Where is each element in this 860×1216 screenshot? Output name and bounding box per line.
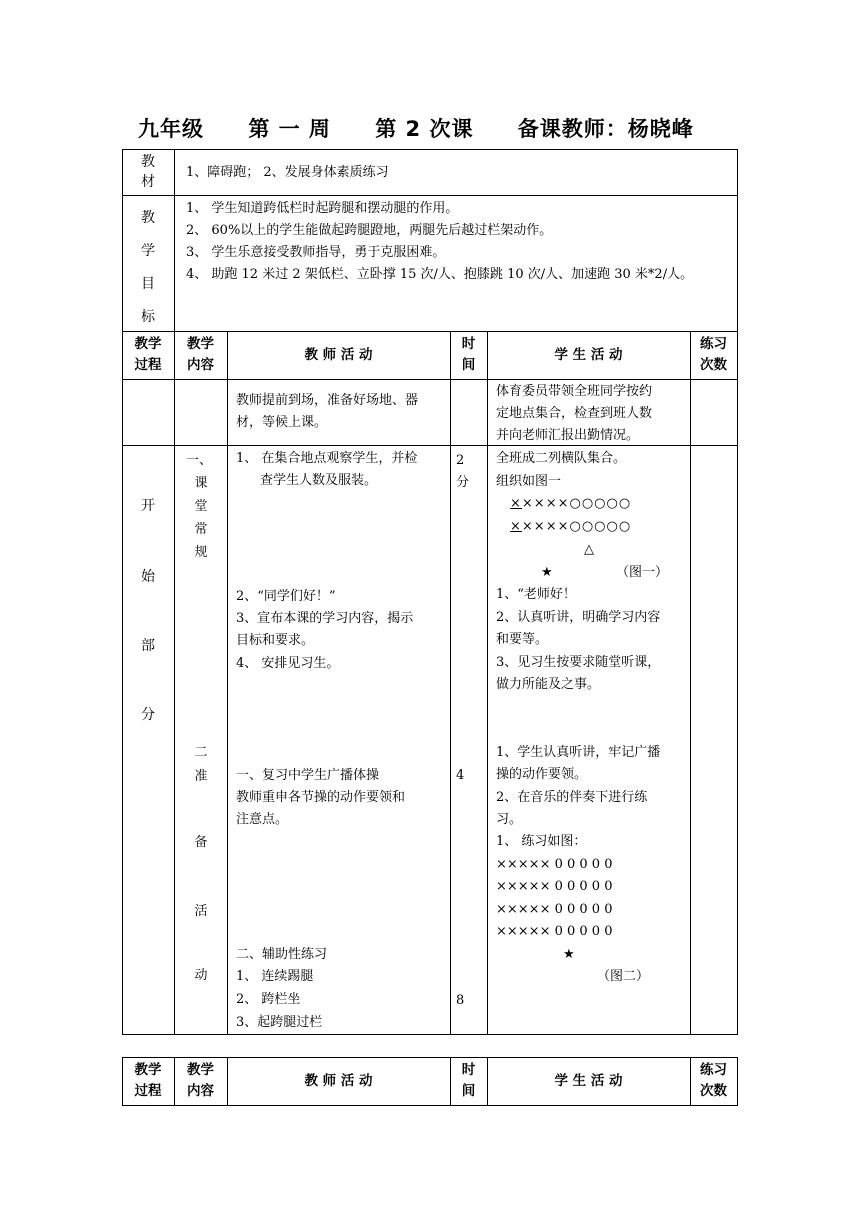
student-step: 习。 [496, 812, 523, 827]
student-step: 和要等。 [496, 632, 549, 647]
time-value: 8 [456, 993, 465, 1008]
formation-row: ×××××○○○○○ [510, 519, 632, 534]
teacher-step: 注意点。 [236, 812, 289, 827]
header-teacher-activity: 教 师 活 动 [304, 347, 373, 363]
figure-caption: （图二） [597, 969, 650, 984]
time-value: 2 [456, 453, 465, 468]
prep-student-line: 体育委员带领全班同学按约 [496, 384, 653, 399]
goal-item: 2、 60%以上的学生能做起跨腿蹬地，两腿先后越过栏架动作。 [186, 223, 553, 238]
goal-item: 1、 学生知道跨低栏时起跨腿和摆动腿的作用。 [186, 201, 459, 216]
student-step: 全班成二列横队集合。 [496, 451, 627, 466]
student-step: 做力所能及之事。 [496, 677, 601, 692]
prep-student-line: 并向老师汇报出勤情况。 [496, 428, 640, 443]
header-process: 教学 过程 [134, 1062, 162, 1099]
header-content: 教学 内容 [187, 336, 214, 373]
teacher-step: 二、辅助性练习 [236, 947, 328, 962]
grade: 九年级 [138, 117, 204, 141]
teacher-step: 查学生人数及服装。 [260, 473, 378, 488]
header-practice: 练习 次数 [700, 336, 727, 373]
star-icon: ★ [563, 947, 575, 962]
prep-student-line: 定地点集合，检查到班人数 [496, 406, 653, 421]
content-warmup: 二 准 备 活 动 [194, 745, 208, 983]
header-time: 时 间 [461, 336, 476, 373]
goal-item: 3、 学生乐意接受教师指导，勇于克服困难。 [186, 245, 446, 260]
time-value: 4 [456, 768, 465, 783]
teacher-step: 1、 在集合地点观察学生，并检 [236, 451, 418, 466]
prep-teacher-line: 材，等候上课。 [236, 415, 328, 430]
header-time: 时 间 [461, 1062, 476, 1099]
teacher-step: 3、起跨腿过栏 [236, 1015, 323, 1030]
formation-row: ××××× 0 0 0 0 0 [496, 902, 613, 917]
prep-teacher-line: 教师提前到场，准备好场地、器 [236, 393, 419, 408]
header-content: 教学 内容 [187, 1062, 214, 1099]
header-student-activity: 学 生 活 动 [554, 347, 623, 363]
formation-row: ××××× 0 0 0 0 0 [496, 924, 613, 939]
student-step: 组织如图一 [496, 474, 562, 489]
triangle-icon: △ [584, 542, 594, 557]
teacher-step: 2、 跨栏坐 [236, 992, 301, 1007]
figure-caption: （图一） [616, 565, 669, 580]
content-routine: 一、 课 堂 常 规 [186, 453, 213, 560]
header-student-activity: 学 生 活 动 [554, 1073, 623, 1089]
time-unit: 分 [456, 475, 470, 490]
teacher-step: 4、 安排见习生。 [236, 656, 340, 671]
formation-row: ×××××○○○○○ [510, 496, 632, 511]
formation-row: ××××× 0 0 0 0 0 [496, 857, 613, 872]
material-content: 1、障碍跑； 2、发展身体素质练习 [186, 165, 389, 180]
teacher-step: 2、“同学们好！” [236, 589, 336, 604]
section-label-start: 开 始 部 分 [141, 498, 155, 723]
lesson-number: 第 2 次课 [375, 117, 474, 141]
teacher-name: 备课教师：杨晓峰 [517, 117, 694, 141]
student-step: 3、见习生按要求随堂听课， [496, 655, 661, 670]
student-step: 1、“老师好！ [496, 587, 576, 602]
header-teacher-activity: 教 师 活 动 [304, 1073, 373, 1089]
material-label: 教 材 [141, 154, 155, 190]
student-step: 2、认真听讲，明确学习内容 [496, 610, 661, 625]
student-step: 1、学生认真听讲，牢记广播 [496, 745, 661, 760]
goals-label: 教 学 目 标 [141, 210, 155, 325]
student-step: 2、在音乐的伴奏下进行练 [496, 790, 648, 805]
teacher-step: 一、复习中学生广播体操 [236, 768, 380, 783]
week: 第 一 周 [248, 117, 331, 141]
goal-item: 4、 助跑 12 米过 2 架低栏、立卧撑 15 次/人、抱膝跳 10 次/人、加速跑 30 米*2/人。 [186, 267, 694, 282]
student-step: 操的动作要领。 [496, 767, 588, 782]
star-icon: ★ [541, 565, 553, 580]
student-step: 1、 练习如图： [496, 834, 587, 849]
header-practice: 练习 次数 [700, 1062, 727, 1099]
teacher-step: 教师重申各节操的动作要领和 [236, 790, 406, 805]
teacher-step: 3、宣布本课的学习内容，揭示 [236, 611, 414, 626]
header-process: 教学 过程 [134, 336, 162, 373]
page-title [138, 113, 694, 143]
formation-row: ××××× 0 0 0 0 0 [496, 879, 613, 894]
teacher-step: 目标和要求。 [236, 633, 315, 648]
teacher-step: 1、 连续踢腿 [236, 969, 314, 984]
